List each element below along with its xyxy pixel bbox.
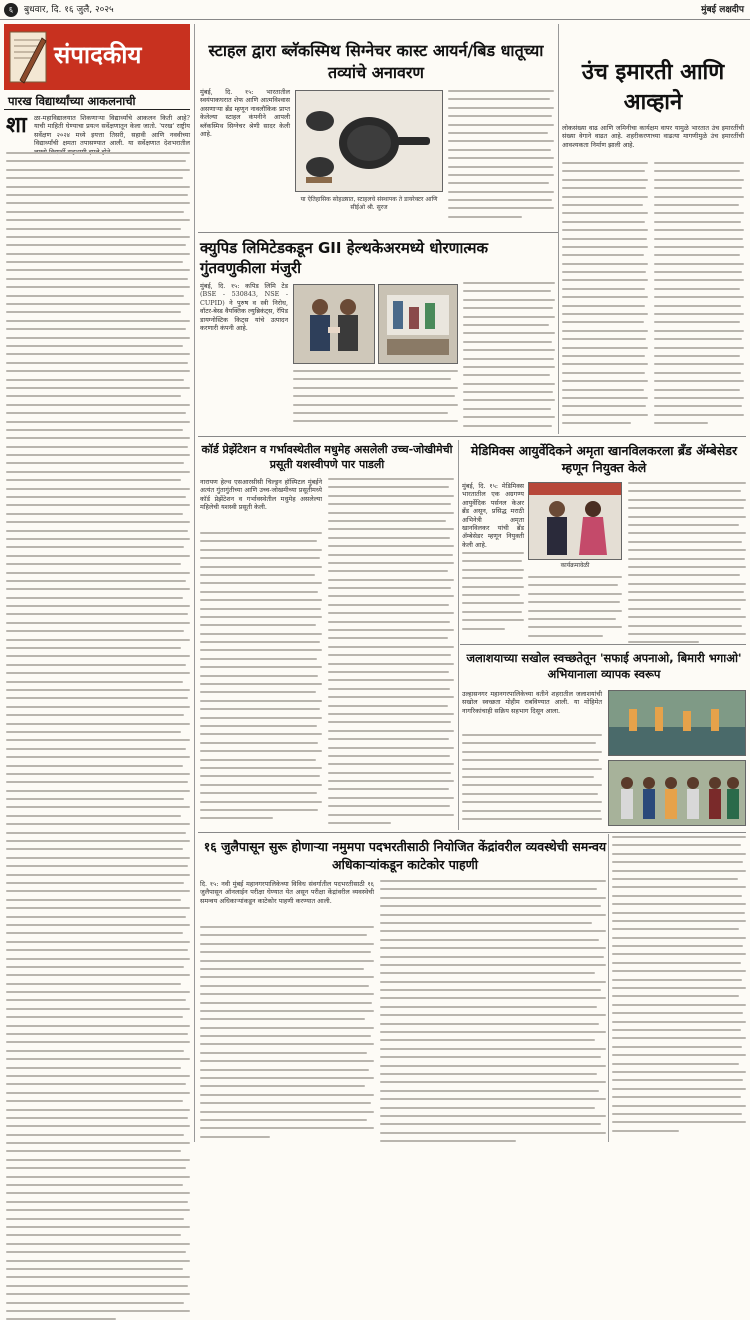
lake-cleanup-illustration xyxy=(609,691,745,755)
story6-body: उल्हासनगर महानगरपालिकेच्या वतीने शहरातील जलाशयांची सखोल स्वच्छता मोहीम राबविण्यात आली. या मोहिमेत नागरिकांचाही सक्रिय सहभाग दिसून आला. xyxy=(462,690,602,715)
editorial-intro: ळा-महाविद्यालयात शिकणाऱ्या विद्यार्थ्यांचे आकलन किती आहे? याची माहिती घेण्याचा प्रयत्न सर्वेक्षणातून केला जातो. 'परख' राष्ट्रीय सर्वेक्षण २०२४ मध्ये इयत्ता तिसरी, सहावी आणि नववीच्या विद्यार्थ्यांची क्षमता तपासण्यात आली. या सर्वेक्षणात देशभरातील xyxy=(34,114,190,148)
story6-photo-bottom xyxy=(608,760,746,826)
story6-headline: जलाशयाच्या सखोल स्वच्छतेतून 'सफाई अपनाओ, बिमारी भगाओ' अभियानाला व्यापक स्वरूप xyxy=(466,651,742,681)
story7-body-text xyxy=(200,926,374,1140)
story6-bottom-rule xyxy=(198,832,746,833)
editorial-banner-title: संपादकीय xyxy=(54,41,142,69)
editorial-title: पारख विद्यार्थ्यांच्या आकलनाची xyxy=(4,94,190,110)
story2-body: लोकसंख्या वाढ आणि जमिनीचा कार्यक्षम वापर यामुळे भारतात उंच इमारतींची संख्या वेगाने वाढत आहे. शहरीकरणाच्या वाढत्या मागणीमुळे उंच इमारतींची आवश्यकता निर्माण झाली आहे. xyxy=(562,124,744,149)
story7-headline: १६ जुलैपासून सुरू होणाऱ्या नमुमपा पदभरतीसाठी नियोजित केंद्रांवरील व्यवस्थेची समन्वय अधिकाऱ्यांकडून काटेकोर पाहणी xyxy=(203,839,607,872)
pen-icon xyxy=(6,26,50,88)
story3-bottom-rule xyxy=(198,436,746,437)
story1-body-text xyxy=(448,90,554,230)
story2-headline: उंच इमारती आणि आव्हाने xyxy=(581,60,725,115)
story3-headline: क्युपिड लिमिटेडकडून GII हेल्थकेअरमध्ये धोरणात्मक गुंतवणुकीला मंजुरी xyxy=(200,239,489,277)
story1-photo xyxy=(295,90,443,192)
story1-bottom-rule xyxy=(198,232,558,233)
story5-body-text xyxy=(328,478,454,824)
story2-body-text xyxy=(654,162,744,430)
dateline: बुधवार, दि. १६ जुलै, २०२५ xyxy=(24,5,114,15)
brand-ambassador-illustration xyxy=(529,483,621,559)
story2-body-text xyxy=(562,162,648,430)
story1-body: मुंबई, दि. १५: भारतातील स्वयंपाकघरात शेफ आणि आत्मविश्वास असणाऱ्या ब्रँड म्हणून नावलौकिक प्राप्त केलेल्या स्टाहल कंपनीने आपली ब्लॅकस्मिथ सिग्नेचर श्रेणी सादर केली आहे. xyxy=(200,88,290,139)
cookware-illustration xyxy=(296,91,442,191)
story3-body-text xyxy=(293,370,458,432)
page-header xyxy=(0,0,750,20)
story5-body: नारायण हेल्थ एसआरसीसी चिल्ड्रन हॉस्पिटल मुंबईने अत्यंत गुंतागुंतीच्या आणि उच्च-जोखमीच्या प्रसूतीमध्ये कॉर्ड प्रेझेंटेशन व गर्भावस्थेतील मधुमेह असलेल्या महिलेची यशस्वी प्रसूती केली. xyxy=(200,478,322,512)
story1-headline: स्टाहल द्वारा ब्लॅकस्मिथ सिग्नेचर कास्ट आयर्न/बिड धातूच्या तव्यांचे अनावरण xyxy=(208,41,544,82)
story4-photo xyxy=(528,482,622,560)
story7-body: दि. १५: नवी मुंबई महानगरपालिकेच्या विविध संवर्गातील पदभरतीसाठी १६ जुलैपासून ऑनलाईन परीक्षा घेण्यात येत असून परीक्षा केंद्रांवरील व्यवस्थेची समन्वय अधिकाऱ्यांकडून काटेकोर पाहणी करण्यात आली. xyxy=(200,880,374,905)
story6-body-text xyxy=(462,734,602,826)
handshake-illustration xyxy=(294,285,374,363)
story4-body: मुंबई, दि. १५: मेडिमिक्स भारतातील एक अग्रगण्य आयुर्वेदिक पर्सनल केअर ब्रँड असून, प्रसिद्ध मराठी अभिनेत्री अमृता खानविलकर यांची ब्रँड ॲम्बेसेडर म्हणून नियुक्ती केली आहे. xyxy=(462,482,524,549)
story4-bottom-rule xyxy=(460,644,746,645)
editorial-dropcap: शा xyxy=(6,112,27,138)
editorial-banner xyxy=(4,24,190,90)
story5-headline: कॉर्ड प्रेझेंटेशन व गर्भावस्थेतील मधुमेह असलेली उच्च-जोखीमेची प्रसूती यशस्वीपणे पार पाडली xyxy=(201,443,453,471)
story1-caption: या ऐतिहासिक सोहळ्यात, स्टाहलचे संस्थापक ते डायरेक्टर आणि सीईओ श्री. सुरज xyxy=(300,196,438,211)
column-divider xyxy=(608,834,609,1142)
story3-body-text xyxy=(463,282,555,432)
story4-body-text xyxy=(462,552,524,640)
story3-photo-right xyxy=(378,284,458,364)
story3-body: मुंबई, दि. १५: कपिड लिमि टेड (BSE - 530843, NSE - CUPID) ने पुरुष व स्त्री निरोध, वॉटर-बेस्ड वैयक्तिक ल्युब्रिकंट्स, रॅपिड डायग्नोस्टिक किट्स यांचे उत्पादन करणारी कंपनी आहे. xyxy=(200,282,288,333)
story6-photo-top xyxy=(608,690,746,756)
lab-illustration xyxy=(379,285,457,363)
page-number: ६ xyxy=(4,3,18,17)
story4-headline: मेडिमिक्स आयुर्वेदिकने अमृता खानविलकरला ब्रँड ॲम्बेसेडर म्हणून नियुक्त केले xyxy=(470,443,738,475)
story3-photo-left xyxy=(293,284,375,364)
story4-body-text xyxy=(528,576,622,640)
story7-body-text xyxy=(380,880,606,1140)
story4-caption: कार्यक्रमावेळी xyxy=(560,562,590,569)
column-divider xyxy=(458,440,459,830)
column-divider xyxy=(558,24,559,434)
story5-body-text xyxy=(200,532,322,824)
story4-body-text xyxy=(628,482,746,640)
edition-name: मुंबई लक्षदीप xyxy=(701,5,744,15)
editorial-body-text xyxy=(6,152,190,1140)
story6-body-text xyxy=(612,836,746,1140)
column-divider xyxy=(194,24,195,1142)
group-photo-illustration xyxy=(609,761,745,825)
